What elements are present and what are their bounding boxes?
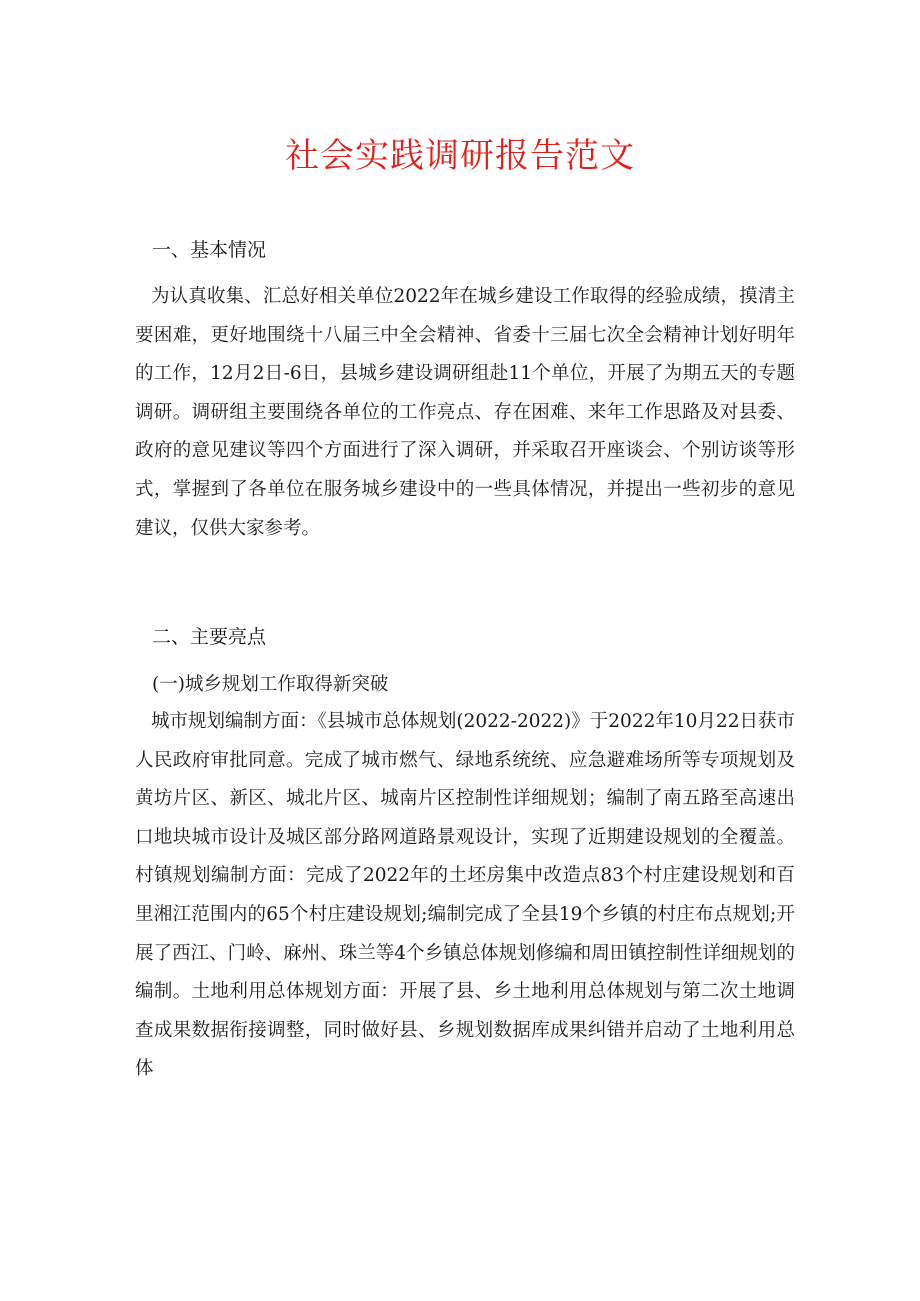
section-paragraph-highlights: 城市规划编制方面：《县城市总体规划(2022-2022)》于2022年10月22日获市人民政府审批同意。完成了城市燃气、绿地系统统、应急避难场所等专项规划及黄坊片区、新区、城北片区、城南片区控制性详细规划；编制了南五路至高速出口地块城市设计及城区部分路网道路景观设计，实现了近期建设规划的全覆盖。村镇规划编制方面：完成了2022年的土坯房集中改造点83个村庄建设规划和百里湘江范围内的65个村庄建设规划;编制完成了全县19个乡镇的村庄布点规划;开展了西江、门岭、麻州、珠兰等4个乡镇总体规划修编和周田镇控制性详细规划的编制。土地利用总体规划方面：开展了县、乡土地利用总体规划与第二次土地调查成果数据衔接调整，同时做好县、乡规划数据库成果纠错并启动了土地利用总体 (135, 711, 795, 1080)
section-heading-highlights: 二、主要亮点 (152, 626, 267, 648)
document-title: 社会实践调研报告范文 (285, 136, 635, 176)
subsection-heading-urban-rural-planning: (一)城乡规划工作取得新突破 (152, 674, 389, 695)
section-heading-basic-situation: 一、基本情况 (152, 239, 267, 261)
section-paragraph-basic-situation: 为认真收集、汇总好相关单位2022年在城乡建设工作取得的经验成绩，摸清主要困难，更好地围绕十八届三中全会精神、省委十三届七次全会精神计划好明年的工作，12月2日-6日，县城乡建设调研组赴11个单位，开展了为期五天的专题调研。调研组主要围绕各单位的工作亮点、存在困难、来年工作思路及对县委、政府的意见建议等四个方面进行了深入调研，并采取召开座谈会、个别访谈等形式，掌握到了各单位在服务城乡建设中的一些具体情况，并提出一些初步的意见建议，仅供大家参考。 (135, 286, 795, 539)
